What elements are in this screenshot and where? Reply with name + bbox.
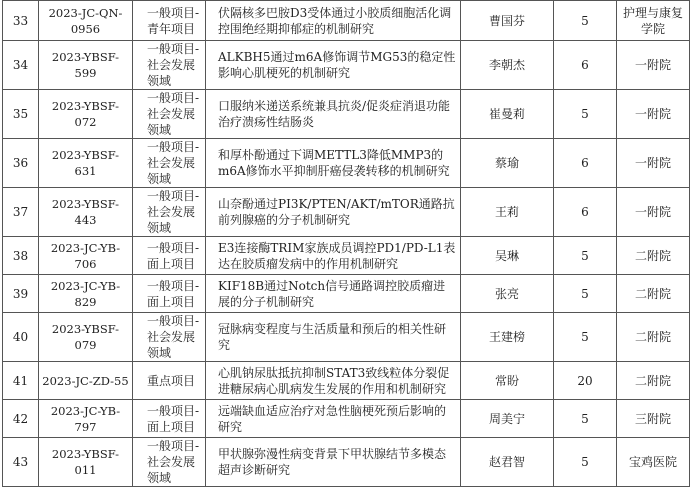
affiliated-unit: 二附院 [617,362,690,400]
project-title: 心肌钠尿肽抵抗抑制STAT3致线粒体分裂促进糖尿病心肌病发生发展的作用和机制研究 [206,362,461,400]
project-title: 口服纳米递送系统兼具抗炎/促炎症消退功能治疗溃疡性结肠炎 [206,90,461,139]
funding-amount: 5 [554,1,617,41]
table-row [3,362,690,400]
funding-amount: 5 [554,438,617,487]
project-title: 甲状腺弥漫性病变背景下甲状腺结节多模态超声诊断研究 [206,438,461,487]
row-number: 36 [3,139,39,188]
affiliated-unit: 二附院 [617,275,690,313]
project-type: 一般项目-面上项目 [133,237,206,275]
table-body [3,1,690,487]
project-title: KIF18B通过Notch信号通路调控胶质瘤进展的分子机制研究 [206,275,461,313]
project-title: E3连接酶TRIM家族成员调控PD1/PD-L1表达在胶质瘤发病中的作用机制研究 [206,237,461,275]
project-type: 一般项目-社会发展领域 [133,90,206,139]
project-title: 伏隔核多巴胺D3受体通过小胶质细胞活化调控围绝经期抑郁症的机制研究 [206,1,461,41]
row-number: 43 [3,438,39,487]
table-row [3,41,690,90]
project-table [2,0,690,487]
project-code: 2023-YBSF-443 [39,188,133,237]
row-number: 40 [3,313,39,362]
principal-investigator: 王莉 [461,188,554,237]
project-type: 一般项目-社会发展领域 [133,188,206,237]
affiliated-unit: 二附院 [617,237,690,275]
project-type: 一般项目-社会发展领域 [133,139,206,188]
project-title: 远端缺血适应治疗对急性脑梗死预后影响的研究 [206,400,461,438]
principal-investigator: 曹国芬 [461,1,554,41]
table-row [3,313,690,362]
funding-amount: 5 [554,400,617,438]
project-title: 和厚朴酚通过下调METTL3降低MMP3的m6A修饰水平抑制肝癌侵袭转移的机制研究 [206,139,461,188]
project-code: 2023-JC-ZD-55 [39,362,133,400]
principal-investigator: 张亮 [461,275,554,313]
project-code: 2023-JC-YB-797 [39,400,133,438]
project-title: 山奈酚通过PI3K/PTEN/AKT/mTOR通路抗前列腺癌的分子机制研究 [206,188,461,237]
row-number: 42 [3,400,39,438]
principal-investigator: 崔曼莉 [461,90,554,139]
principal-investigator: 赵君智 [461,438,554,487]
funding-amount: 6 [554,188,617,237]
funding-amount: 20 [554,362,617,400]
principal-investigator: 李朝杰 [461,41,554,90]
principal-investigator: 蔡瑜 [461,139,554,188]
row-number: 34 [3,41,39,90]
project-type: 一般项目-社会发展领域 [133,438,206,487]
funding-amount: 6 [554,41,617,90]
table-row [3,90,690,139]
principal-investigator: 常盼 [461,362,554,400]
project-code: 2023-YBSF-631 [39,139,133,188]
funding-amount: 5 [554,313,617,362]
project-code: 2023-JC-YB-829 [39,275,133,313]
row-number: 37 [3,188,39,237]
project-code: 2023-YBSF-079 [39,313,133,362]
project-type: 重点项目 [133,362,206,400]
table-row [3,188,690,237]
affiliated-unit: 二附院 [617,313,690,362]
row-number: 41 [3,362,39,400]
affiliated-unit: 一附院 [617,90,690,139]
funding-amount: 5 [554,90,617,139]
project-code: 2023-JC-YB-706 [39,237,133,275]
affiliated-unit: 一附院 [617,139,690,188]
table-row [3,139,690,188]
row-number: 39 [3,275,39,313]
project-code: 2023-YBSF-011 [39,438,133,487]
affiliated-unit: 宝鸡医院 [617,438,690,487]
funding-amount: 5 [554,237,617,275]
project-code: 2023-YBSF-072 [39,90,133,139]
row-number: 35 [3,90,39,139]
project-type: 一般项目-社会发展领域 [133,313,206,362]
affiliated-unit: 三附院 [617,400,690,438]
row-number: 38 [3,237,39,275]
principal-investigator: 周美宁 [461,400,554,438]
project-title: ALKBH5通过m6A修饰调节MG53的稳定性影响心肌梗死的机制研究 [206,41,461,90]
table-row [3,1,690,41]
row-number: 33 [3,1,39,41]
principal-investigator: 吴琳 [461,237,554,275]
affiliated-unit: 一附院 [617,188,690,237]
project-type: 一般项目-面上项目 [133,275,206,313]
project-type: 一般项目-面上项目 [133,400,206,438]
project-type: 一般项目-社会发展领域 [133,41,206,90]
project-title: 冠脉病变程度与生活质量和预后的相关性研究 [206,313,461,362]
funding-amount: 6 [554,139,617,188]
funding-amount: 5 [554,275,617,313]
affiliated-unit: 护理与康复学院 [617,1,690,41]
table-row [3,275,690,313]
project-type: 一般项目-青年项目 [133,1,206,41]
affiliated-unit: 一附院 [617,41,690,90]
project-code: 2023-JC-QN-0956 [39,1,133,41]
table-row [3,438,690,487]
table-row [3,237,690,275]
principal-investigator: 王建榜 [461,313,554,362]
project-code: 2023-YBSF-599 [39,41,133,90]
